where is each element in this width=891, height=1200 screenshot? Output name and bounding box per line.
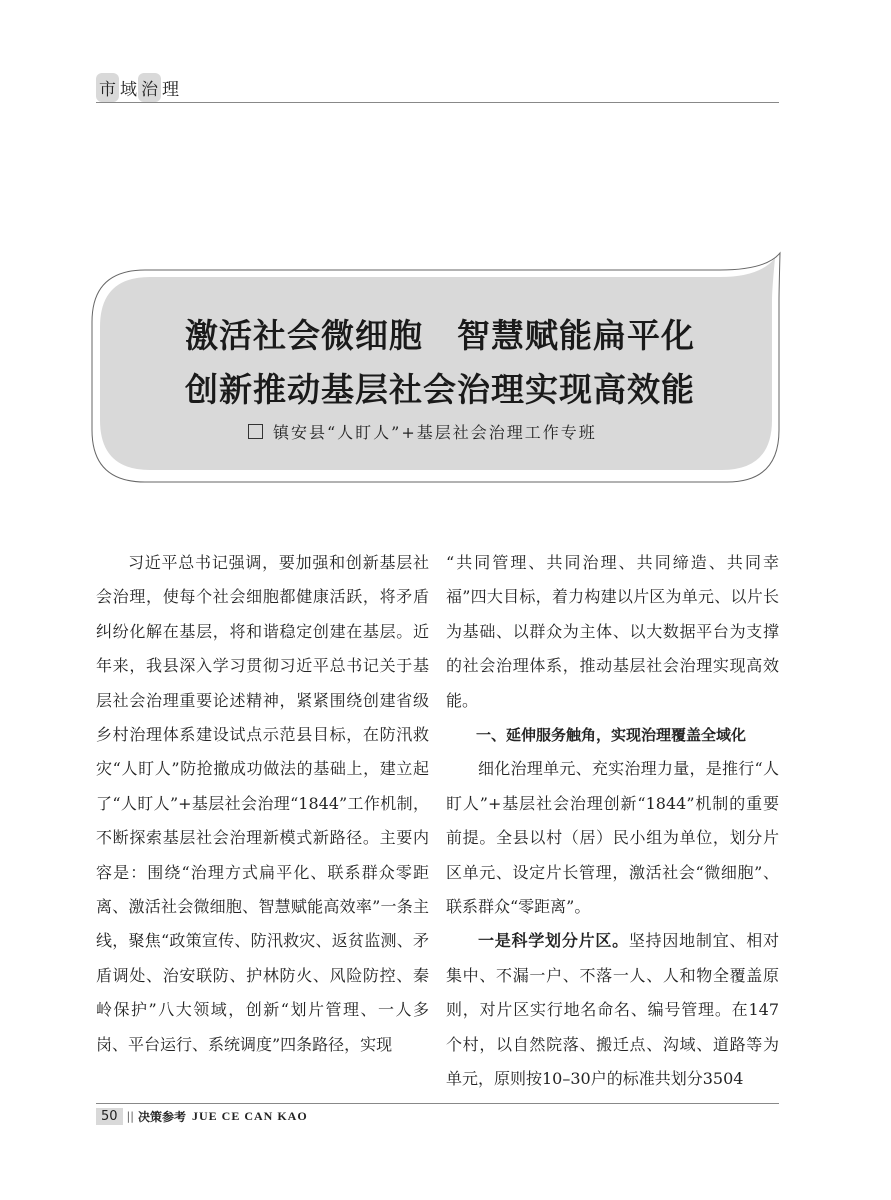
journal-name-en: JUE CE CAN KAO — [191, 1109, 308, 1123]
right-column — [446, 546, 779, 1097]
paragraph: 习近平总书记强调，要加强和创新基层社会治理，使每个社会细胞都健康活跃，将矛盾纠纷化解在基层，将和谐稳定创建在基层。近年来，我县深入学习贯彻习近平总书记关于基层社会治理重要论述精神，紧紧围绕创建省级乡村治理体系建设试点示范县目标，在防汛救灾“人盯人”防抢撤成功做法的基础上，建立起了“人盯人”+基层社会治理“1844”工作机制，不断探索基层社会治理新模式新路径。主要内容是：围绕“治理方式扁平化、联系群众零距离、激活社会微细胞、智慧赋能高效率”一条主线，聚焦“政策宣传、防汛救灾、返贫监测、矛盾调处、治安联防、护林防火、风险防控、秦岭保护”八大领域，创新“划片管理、一人多岗、平台运行、系统调度”四条路径，实现 — [96, 553, 429, 1054]
byline — [248, 420, 597, 443]
section-tag-char: 市 — [96, 73, 119, 102]
article-title-line-1: 激活社会微细胞 智慧赋能扁平化 — [185, 316, 695, 355]
article-title-line-2: 创新推动基层社会治理实现高效能 — [185, 370, 695, 409]
byline-text: 镇安县“人盯人”+基层社会治理工作专班 — [273, 423, 597, 442]
footer-rule — [96, 1103, 779, 1104]
journal-name-cn: 决策参考 — [137, 1110, 186, 1124]
paragraph: 细化治理单元、充实治理力量，是推行“人盯人”+基层社会治理创新“1844”机制的重要前提。全县以村（居）民小组为单位，划分片区单元、设定片长管理，激活社会“微细胞”、联系群众“零距离”。 — [446, 759, 779, 917]
paragraph — [446, 924, 779, 1096]
byline-box-icon — [248, 424, 263, 439]
section-heading: 一、延伸服务触角，实现治理覆盖全域化 — [476, 726, 747, 745]
footer — [96, 1108, 308, 1125]
section-tag-char: 治 — [138, 73, 161, 102]
page-number: 50 — [96, 1108, 123, 1125]
footer-separator: || — [126, 1110, 134, 1123]
paragraph-lead: 一是科学划分片区。 — [478, 931, 629, 951]
section-tag-char: 域 — [120, 79, 137, 100]
section-tag-char: 理 — [162, 79, 179, 100]
paragraph: “共同管理、共同治理、共同缔造、共同幸福”四大目标，着力构建以片区为单元、以片长为基础、以群众为主体、以大数据平台为支撑的社会治理体系，推动基层社会治理实现高效能。 — [446, 553, 779, 710]
paragraph-body: 坚持因地制宜、相对集中、不漏一户、不落一人、人和物全覆盖原则，对片区实行地名命名、编号管理。在147个村，以自然院落、搬迁点、沟域、道路等为单元，原则按10–30户的标准共划分3504 — [446, 931, 779, 1089]
left-column — [96, 546, 429, 1062]
